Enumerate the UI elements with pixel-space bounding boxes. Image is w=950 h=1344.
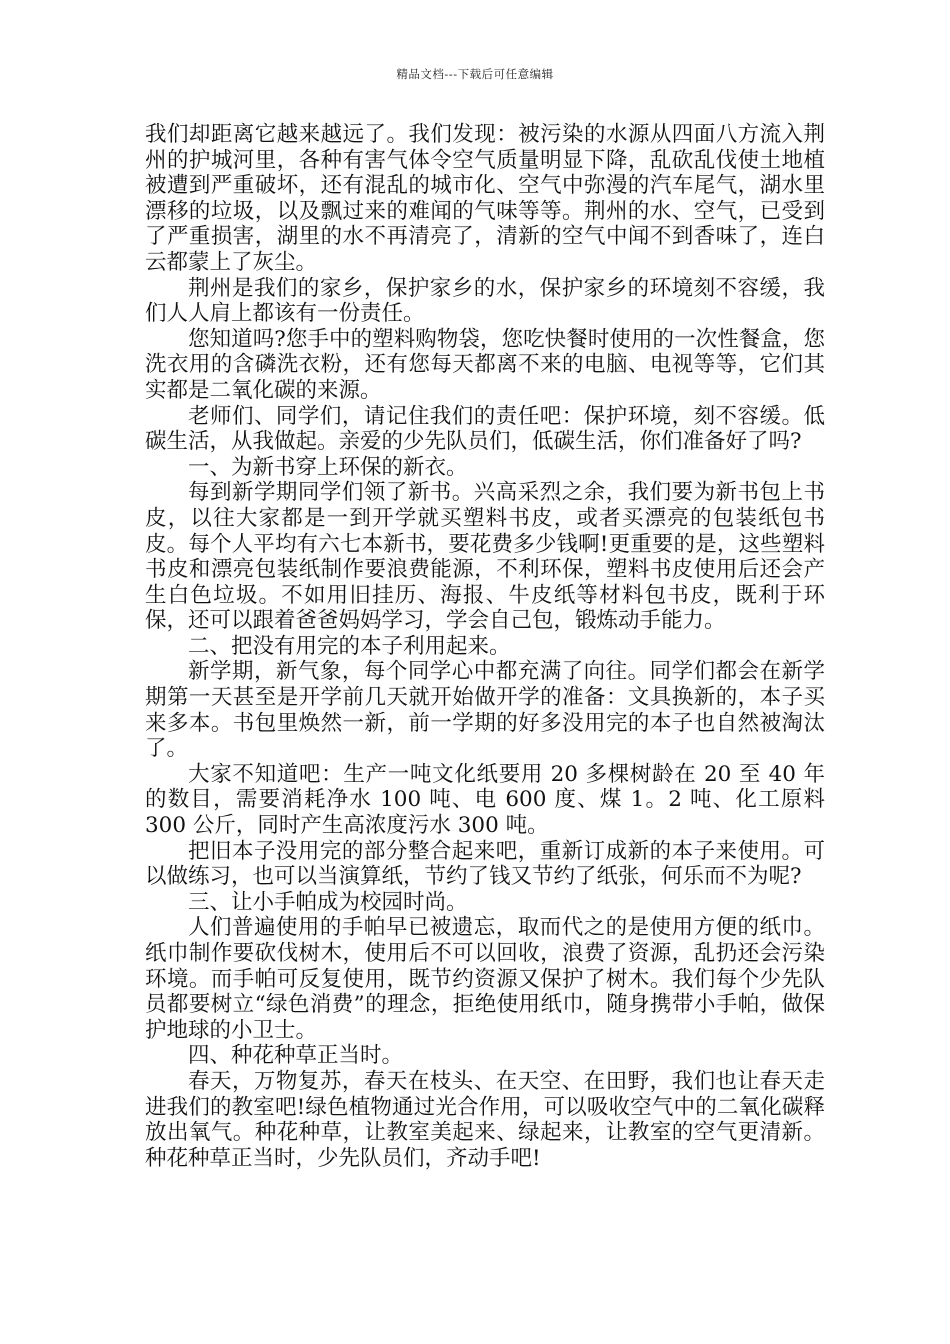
section-heading-3: 三、让小手帕成为校园时尚。 <box>188 889 468 915</box>
document-body <box>145 122 825 1171</box>
paragraph-5: 每到新学期同学们领了新书。兴高采烈之余，我们要为新书包上书皮，以往大家都是一到开学就买塑料书皮，或者买漂亮的包装纸包书皮。每个人平均有六七本新书，要花费多少钱啊!更重要的是，这些塑料书皮和漂亮包装纸制作要浪费能源，不利环保，塑料书皮使用后还会产生白色垃圾。不如用旧挂历、海报、牛皮纸等材料包书皮，既利于环保，还可以跟着爸爸妈妈学习，学会自己包，锻炼动手能力。 <box>145 480 825 634</box>
section-heading-1: 一、为新书穿上环保的新衣。 <box>188 454 468 480</box>
paragraph-4: 老师们、同学们，请记住我们的责任吧：保护环境，刻不容缓。低碳生活，从我做起。亲爱的少先队员们，低碳生活，你们准备好了吗? <box>145 403 825 455</box>
paragraph-9: 人们普遍使用的手帕早已被遗忘，取而代之的是使用方便的纸巾。纸巾制作要砍伐树木，使用后不可以回收，浪费了资源，乱扔还会污染环境。而手帕可反复使用，既节约资源又保护了树木。我们每个少先队员都要树立“绿色消费”的理念，拒绝使用纸巾，随身携带小手帕，做保护地球的小卫士。 <box>145 915 825 1043</box>
paragraph-2: 荆州是我们的家乡，保护家乡的水，保护家乡的环境刻不容缓，我们人人肩上都该有一份责任。 <box>145 275 825 327</box>
paragraph-6: 新学期，新气象，每个同学心中都充满了向往。同学们都会在新学期第一天甚至是开学前几天就开始做开学的准备：文具换新的，本子买来多本。书包里焕然一新，前一学期的好多没用完的本子也自然被淘汰了。 <box>145 659 825 762</box>
paragraph-10: 春天，万物复苏，春天在枝头、在天空、在田野，我们也让春天走进我们的教室吧!绿色植物通过光合作用，可以吸收空气中的二氧化碳释放出氧气。种花种草，让教室美起来、绿起来，让教室的空气更清新。种花种草正当时，少先队员们，齐动手吧! <box>145 1068 825 1171</box>
paragraph-7: 大家不知道吧：生产一吨文化纸要用 20 多棵树龄在 20 至 40 年的数目，需要消耗净水 100 吨、电 600 度、煤 1。2 吨、化工原料 300 公斤，同时产生高浓度污水 300 吨。 <box>145 761 825 839</box>
paragraph-3: 您知道吗?您手中的塑料购物袋，您吃快餐时使用的一次性餐盒，您洗衣用的含磷洗衣粉，还有您每天都离不来的电脑、电视等等，它们其实都是二氧化碳的来源。 <box>145 326 825 403</box>
page-header: 精品文档---下载后可任意编辑 <box>396 67 554 81</box>
paragraph-8: 把旧本子没用完的部分整合起来吧，重新订成新的本子来使用。可以做练习，也可以当演算纸，节约了钱又节约了纸张，何乐而不为呢? <box>145 838 825 890</box>
paragraph-1: 我们却距离它越来越远了。我们发现：被污染的水源从四面八方流入荆州的护城河里，各种有害气体令空气质量明显下降，乱砍乱伐使土地植被遭到严重破坏，还有混乱的城市化、空气中弥漫的汽车尾气，湖水里漂移的垃圾，以及飘过来的难闻的气味等等。荆州的水、空气，已受到了严重损害，湖里的水不再清亮了，清新的空气中闻不到香味了，连白云都蒙上了灰尘。 <box>145 122 825 275</box>
section-heading-4: 四、种花种草正当时。 <box>188 1043 404 1069</box>
section-heading-2: 二、把没有用完的本子利用起来。 <box>188 633 511 659</box>
